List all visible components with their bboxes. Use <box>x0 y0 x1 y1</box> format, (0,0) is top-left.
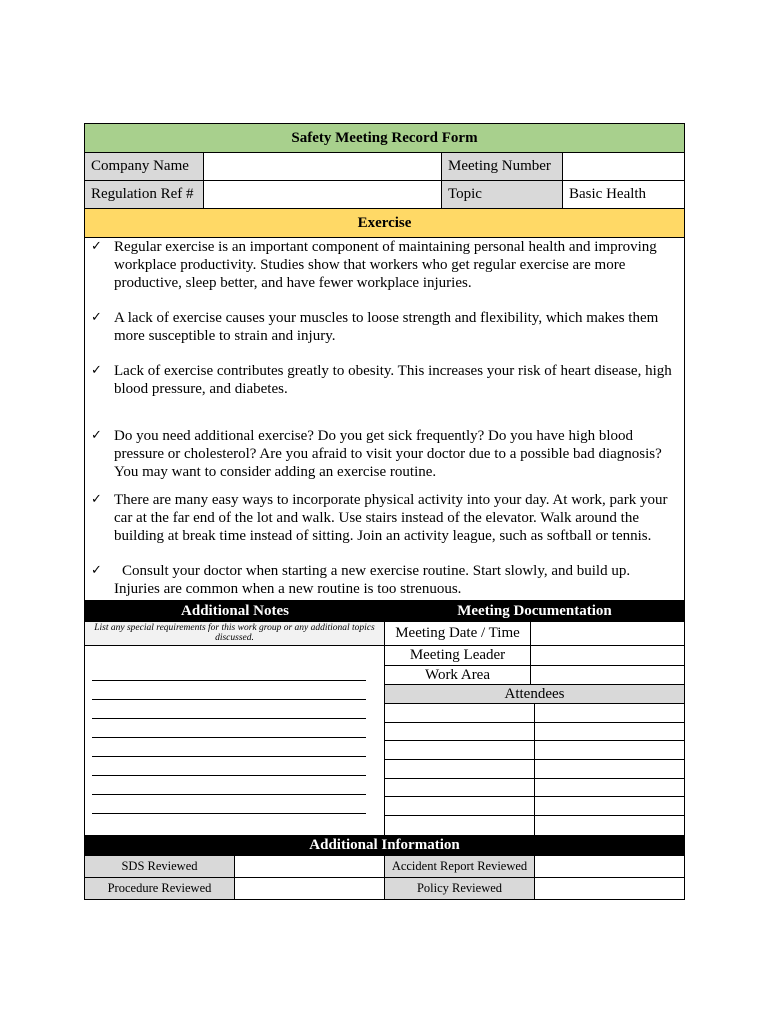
topic-field[interactable]: Basic Health <box>569 186 647 202</box>
notes-doc-section <box>85 622 684 836</box>
additional-information-header: Additional Information <box>85 836 684 855</box>
meeting-date-row <box>385 622 684 646</box>
meeting-number-field[interactable] <box>563 153 684 180</box>
checkmark-icon: ✓ <box>91 492 102 507</box>
attendee-row <box>385 760 684 779</box>
attendee-row <box>385 816 684 835</box>
attendee-row <box>385 797 684 816</box>
attendees-header: Attendees <box>385 685 684 704</box>
work-area-row <box>385 666 684 685</box>
attendees-table <box>385 704 684 835</box>
attendee-row <box>385 741 684 760</box>
list-item <box>91 238 674 292</box>
bullet-list <box>85 238 684 601</box>
note-line[interactable] <box>92 757 366 776</box>
bullet-text: There are many easy ways to incorporate physical activity into your day. At work, park your car at the far end of the lot and walk. Use stairs instead of the elevator. Walk around the building at break time instead of sitting. Join an activity league, such as softball or tennis. <box>114 492 668 544</box>
regulation-ref-field[interactable] <box>204 181 442 208</box>
meeting-date-field[interactable] <box>531 622 684 645</box>
note-line[interactable] <box>92 776 366 795</box>
form-title: Safety Meeting Record Form <box>85 124 684 153</box>
attendee-cell[interactable] <box>535 797 684 815</box>
company-row <box>85 153 684 181</box>
additional-notes-panel <box>85 622 385 835</box>
procedure-reviewed-label: Procedure Reviewed <box>85 878 235 899</box>
sds-reviewed-label: SDS Reviewed <box>85 856 235 877</box>
checkmark-icon: ✓ <box>91 363 102 378</box>
list-item <box>91 309 674 345</box>
attendee-cell[interactable] <box>535 723 684 741</box>
bullet-text: Consult your doctor when starting a new exercise routine. Start slowly, and build up. Injuries are common when a new routine is too strenuous. <box>114 563 631 597</box>
attendee-cell[interactable] <box>385 704 535 722</box>
safety-meeting-form <box>84 123 685 900</box>
attendee-row <box>385 779 684 798</box>
notes-hint: List any special requirements for this work group or any additional topics discussed. <box>85 622 384 646</box>
checkmark-icon: ✓ <box>91 563 102 578</box>
meeting-leader-field[interactable] <box>531 646 684 665</box>
additional-info-row <box>85 877 684 899</box>
company-name-label: Company Name <box>85 153 204 180</box>
list-item <box>91 562 674 598</box>
note-line[interactable] <box>92 719 366 738</box>
attendee-cell[interactable] <box>535 760 684 778</box>
checkmark-icon: ✓ <box>91 428 102 443</box>
checkmark-icon: ✓ <box>91 310 102 325</box>
attendee-cell[interactable] <box>535 779 684 797</box>
bullet-text: A lack of exercise causes your muscles to loose strength and flexibility, which makes them more susceptible to strain and injury. <box>114 310 659 344</box>
accident-report-reviewed-label: Accident Report Reviewed <box>385 856 535 877</box>
list-item <box>91 427 674 481</box>
meeting-number-label: Meeting Number <box>442 153 563 180</box>
attendee-row <box>385 704 684 723</box>
checkmark-icon: ✓ <box>91 239 102 254</box>
attendee-cell[interactable] <box>535 741 684 759</box>
meeting-leader-label: Meeting Leader <box>385 646 531 665</box>
meeting-date-label: Meeting Date / Time <box>385 622 531 645</box>
work-area-label: Work Area <box>385 666 531 684</box>
bullet-text: Do you need additional exercise? Do you get sick frequently? Do you have high blood pressure or cholesterol? Are you afraid to visit your doctor due to a possible bad diagnosis? You may want to consider adding an exercise routine. <box>114 428 662 480</box>
bullet-text: Regular exercise is an important component of maintaining personal health and improving workplace productivity. Studies show that workers who get regular exercise are more productive, sleep better, and have fewer workplace injuries. <box>114 239 657 291</box>
list-item <box>91 362 674 398</box>
sds-reviewed-field[interactable] <box>235 856 385 877</box>
meeting-documentation-header: Meeting Documentation <box>457 603 612 619</box>
additional-info-row <box>85 855 684 877</box>
regulation-ref-label: Regulation Ref # <box>85 181 204 208</box>
attendee-cell[interactable] <box>535 816 684 835</box>
attendee-cell[interactable] <box>385 797 535 815</box>
section-title-exercise: Exercise <box>85 209 684 238</box>
note-line[interactable] <box>92 795 366 814</box>
attendee-cell[interactable] <box>385 779 535 797</box>
attendee-cell[interactable] <box>385 741 535 759</box>
policy-reviewed-label: Policy Reviewed <box>385 878 535 899</box>
notes-doc-header <box>85 601 684 622</box>
accident-report-reviewed-field[interactable] <box>535 856 684 877</box>
note-line[interactable] <box>92 738 366 757</box>
company-name-field[interactable] <box>204 153 442 180</box>
attendee-cell[interactable] <box>385 723 535 741</box>
list-item <box>91 491 674 545</box>
attendee-cell[interactable] <box>385 760 535 778</box>
work-area-field[interactable] <box>531 666 684 684</box>
attendee-row <box>385 723 684 742</box>
procedure-reviewed-field[interactable] <box>235 878 385 899</box>
policy-reviewed-field[interactable] <box>535 878 684 899</box>
note-line[interactable] <box>92 662 366 681</box>
regulation-row <box>85 181 684 209</box>
additional-notes-header: Additional Notes <box>181 603 289 619</box>
attendee-cell[interactable] <box>535 704 684 722</box>
meeting-leader-row <box>385 646 684 666</box>
note-line[interactable] <box>92 681 366 700</box>
meeting-documentation-panel <box>385 622 684 835</box>
bullet-text: Lack of exercise contributes greatly to obesity. This increases your risk of heart disease, high blood pressure, and diabetes. <box>114 363 672 397</box>
topic-label: Topic <box>442 181 563 208</box>
attendee-cell[interactable] <box>385 816 535 835</box>
note-line[interactable] <box>92 700 366 719</box>
